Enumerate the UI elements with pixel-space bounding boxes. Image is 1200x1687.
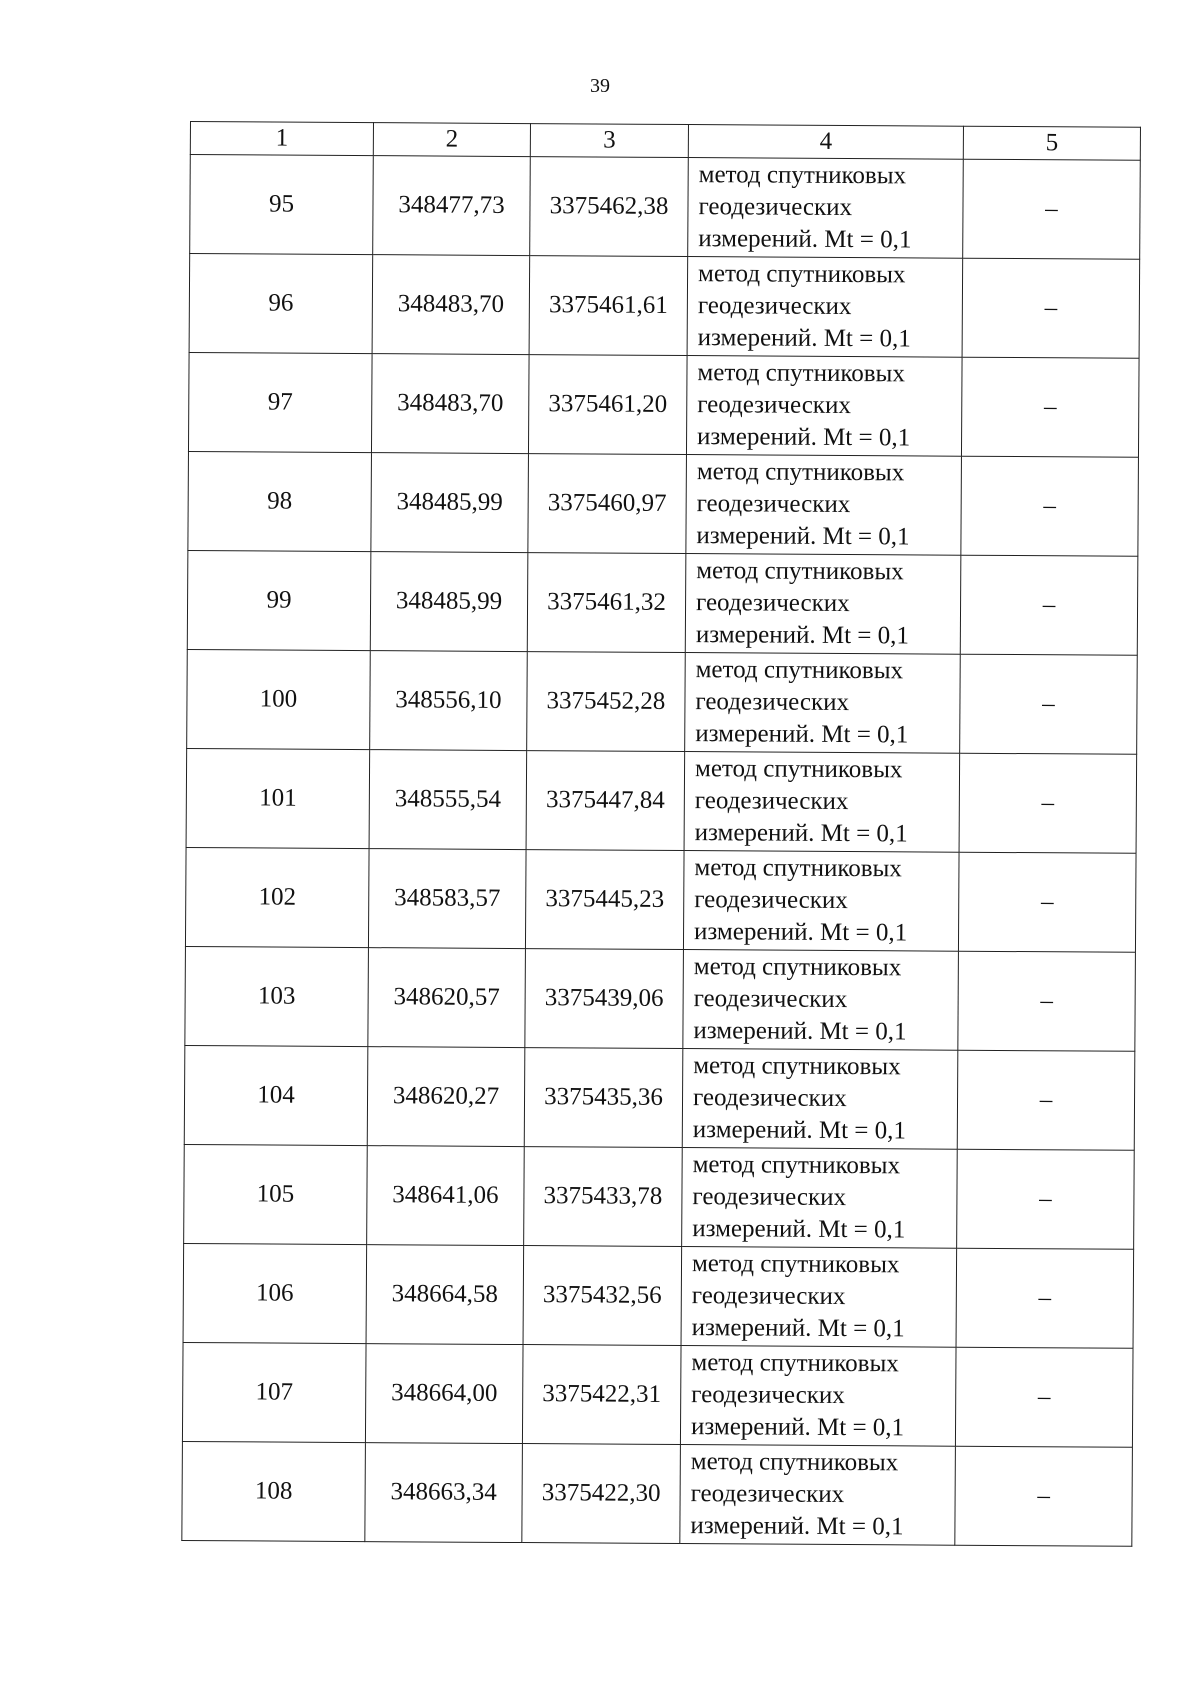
table-row [184, 1144, 1135, 1249]
table-body [182, 122, 1141, 1547]
method-line: метод спутниковых [697, 359, 905, 388]
coordinate-y-cell: 3375422,31 [522, 1345, 681, 1445]
coordinate-x-cell: 348477,73 [373, 156, 531, 256]
point-number-cell: 102 [185, 847, 369, 947]
point-number-cell: 100 [187, 649, 371, 749]
coordinates-table [181, 121, 1141, 1547]
method-line: измерений. Mt = 0,1 [695, 621, 910, 650]
method-line: геодезических [694, 787, 849, 816]
table-row [185, 946, 1136, 1051]
extra-cell: – [961, 357, 1139, 457]
method-line: измерений. Mt = 0,1 [693, 918, 908, 947]
table-row [188, 352, 1139, 457]
method-line: метод спутниковых [690, 1448, 899, 1477]
table-row [182, 1441, 1133, 1546]
point-number-cell: 103 [185, 946, 369, 1046]
method-line: измерений. Mt = 0,1 [697, 324, 911, 353]
coordinate-y-cell: 3375461,32 [527, 553, 686, 653]
method-line: геодезических [695, 589, 850, 618]
method-cell [682, 1049, 958, 1150]
point-number-cell: 108 [182, 1441, 366, 1541]
table-row [182, 1342, 1133, 1447]
table-row [185, 847, 1136, 952]
table-row [187, 550, 1138, 655]
method-cell [680, 1346, 956, 1447]
extra-cell: – [956, 1248, 1134, 1348]
method-line: геодезических [697, 292, 852, 321]
method-cell [684, 752, 960, 853]
method-line: метод спутниковых [696, 557, 904, 586]
coordinate-x-cell: 348485,99 [371, 453, 529, 553]
method-line: метод спутниковых [692, 1151, 901, 1180]
coordinate-y-cell: 3375422,30 [522, 1444, 681, 1544]
method-line: метод спутниковых [691, 1250, 900, 1279]
extra-cell: – [955, 1446, 1133, 1546]
coordinate-x-cell: 348583,57 [368, 849, 526, 949]
method-line: геодезических [698, 193, 853, 222]
coordinate-x-cell: 348620,57 [368, 948, 526, 1048]
coordinate-y-cell: 3375432,56 [523, 1246, 682, 1346]
method-line: геодезических [693, 985, 848, 1014]
method-cell [685, 554, 961, 655]
coordinate-x-cell: 348483,70 [371, 354, 529, 454]
method-cell [682, 1148, 958, 1249]
method-line: геодезических [691, 1381, 845, 1410]
point-number-cell: 105 [184, 1144, 368, 1244]
extra-cell: – [957, 1149, 1135, 1249]
method-cell [688, 158, 964, 259]
method-line: геодезических [690, 1480, 845, 1509]
point-number-cell: 101 [186, 748, 370, 848]
coordinate-x-cell: 348663,34 [365, 1443, 523, 1543]
method-line: измерений. Mt = 0,1 [694, 819, 908, 848]
method-line: геодезических [692, 1183, 847, 1212]
method-line: измерений. Mt = 0,1 [690, 1512, 904, 1541]
method-line: метод спутниковых [695, 656, 904, 685]
extra-cell: – [960, 654, 1138, 754]
coordinate-x-cell: 348620,27 [367, 1047, 525, 1147]
coordinate-x-cell: 348485,99 [370, 552, 528, 652]
coordinate-y-cell: 3375435,36 [524, 1048, 683, 1148]
coordinate-y-cell: 3375461,61 [529, 256, 688, 356]
coordinate-y-cell: 3375433,78 [524, 1147, 683, 1247]
point-number-cell: 98 [188, 451, 372, 551]
coordinate-y-cell: 3375445,23 [525, 850, 684, 950]
method-cell [687, 257, 963, 358]
method-line: измерений. Mt = 0,1 [695, 720, 909, 749]
method-line: метод спутниковых [696, 458, 905, 487]
coordinate-x-cell: 348664,58 [366, 1245, 524, 1345]
method-line: геодезических [697, 391, 851, 420]
coordinate-y-cell: 3375461,20 [528, 355, 687, 455]
method-line: измерений. Mt = 0,1 [692, 1215, 906, 1244]
method-line: геодезических [691, 1282, 846, 1311]
coordinate-y-cell: 3375452,28 [527, 652, 686, 752]
point-number-cell: 96 [189, 254, 373, 354]
extra-cell: – [962, 258, 1140, 358]
extra-cell: – [958, 852, 1136, 952]
method-line: геодезических [695, 688, 850, 717]
method-line: геодезических [694, 886, 848, 915]
coordinate-y-cell: 3375460,97 [528, 454, 687, 554]
coordinate-y-cell: 3375447,84 [526, 751, 685, 851]
header-cell-5: 5 [963, 126, 1140, 160]
method-line: измерений. Mt = 0,1 [696, 522, 910, 551]
method-line: геодезических [696, 490, 851, 519]
method-line: измерений. Mt = 0,1 [692, 1116, 907, 1145]
method-cell [681, 1247, 957, 1348]
table-row [184, 1045, 1135, 1150]
point-number-cell: 97 [188, 352, 372, 452]
method-cell [686, 356, 962, 457]
header-cell-3: 3 [530, 124, 688, 158]
point-number-cell: 95 [190, 155, 374, 255]
method-line: измерений. Mt = 0,1 [696, 423, 911, 452]
method-line: измерений. Mt = 0,1 [698, 225, 912, 254]
method-cell [686, 455, 962, 556]
header-cell-2: 2 [373, 123, 530, 157]
point-number-cell: 104 [184, 1045, 368, 1145]
table-row [188, 451, 1139, 556]
method-line: метод спутниковых [694, 854, 902, 883]
extra-cell: – [960, 555, 1138, 655]
extra-cell: – [963, 159, 1141, 259]
header-cell-4: 4 [688, 125, 963, 160]
coordinate-x-cell: 348556,10 [370, 651, 528, 751]
coordinate-y-cell: 3375439,06 [525, 949, 684, 1049]
coordinate-y-cell: 3375462,38 [530, 157, 689, 257]
extra-cell: – [959, 753, 1137, 853]
coordinate-x-cell: 348664,00 [365, 1344, 523, 1444]
method-line: метод спутниковых [694, 755, 903, 784]
method-cell [683, 950, 959, 1051]
coordinate-x-cell: 348555,54 [369, 750, 527, 850]
method-line: измерений. Mt = 0,1 [693, 1017, 907, 1046]
method-line: геодезических [692, 1084, 847, 1113]
coordinate-x-cell: 348483,70 [372, 255, 530, 355]
method-line: метод спутниковых [697, 260, 906, 289]
table-row [190, 155, 1141, 260]
page-number: 39 [590, 75, 610, 97]
point-number-cell: 99 [187, 550, 371, 650]
method-line: метод спутниковых [691, 1349, 899, 1378]
method-line: измерений. Mt = 0,1 [691, 1314, 905, 1343]
extra-cell: – [961, 456, 1139, 556]
method-line: метод спутниковых [693, 1052, 901, 1081]
method-cell [683, 851, 959, 952]
table-row [186, 748, 1137, 853]
method-line: метод спутниковых [693, 953, 902, 982]
method-line: измерений. Mt = 0,1 [690, 1413, 905, 1442]
point-number-cell: 106 [183, 1243, 367, 1343]
extra-cell: – [957, 1050, 1135, 1150]
point-number-cell: 107 [182, 1342, 366, 1442]
extra-cell: – [955, 1347, 1133, 1447]
table-row [189, 254, 1140, 359]
table-row [183, 1243, 1134, 1348]
method-cell [685, 653, 961, 754]
coordinate-x-cell: 348641,06 [367, 1146, 525, 1246]
header-cell-1: 1 [190, 122, 373, 156]
extra-cell: – [958, 951, 1136, 1051]
method-cell [680, 1445, 956, 1546]
method-line: метод спутниковых [698, 161, 907, 190]
table-row [187, 649, 1138, 754]
